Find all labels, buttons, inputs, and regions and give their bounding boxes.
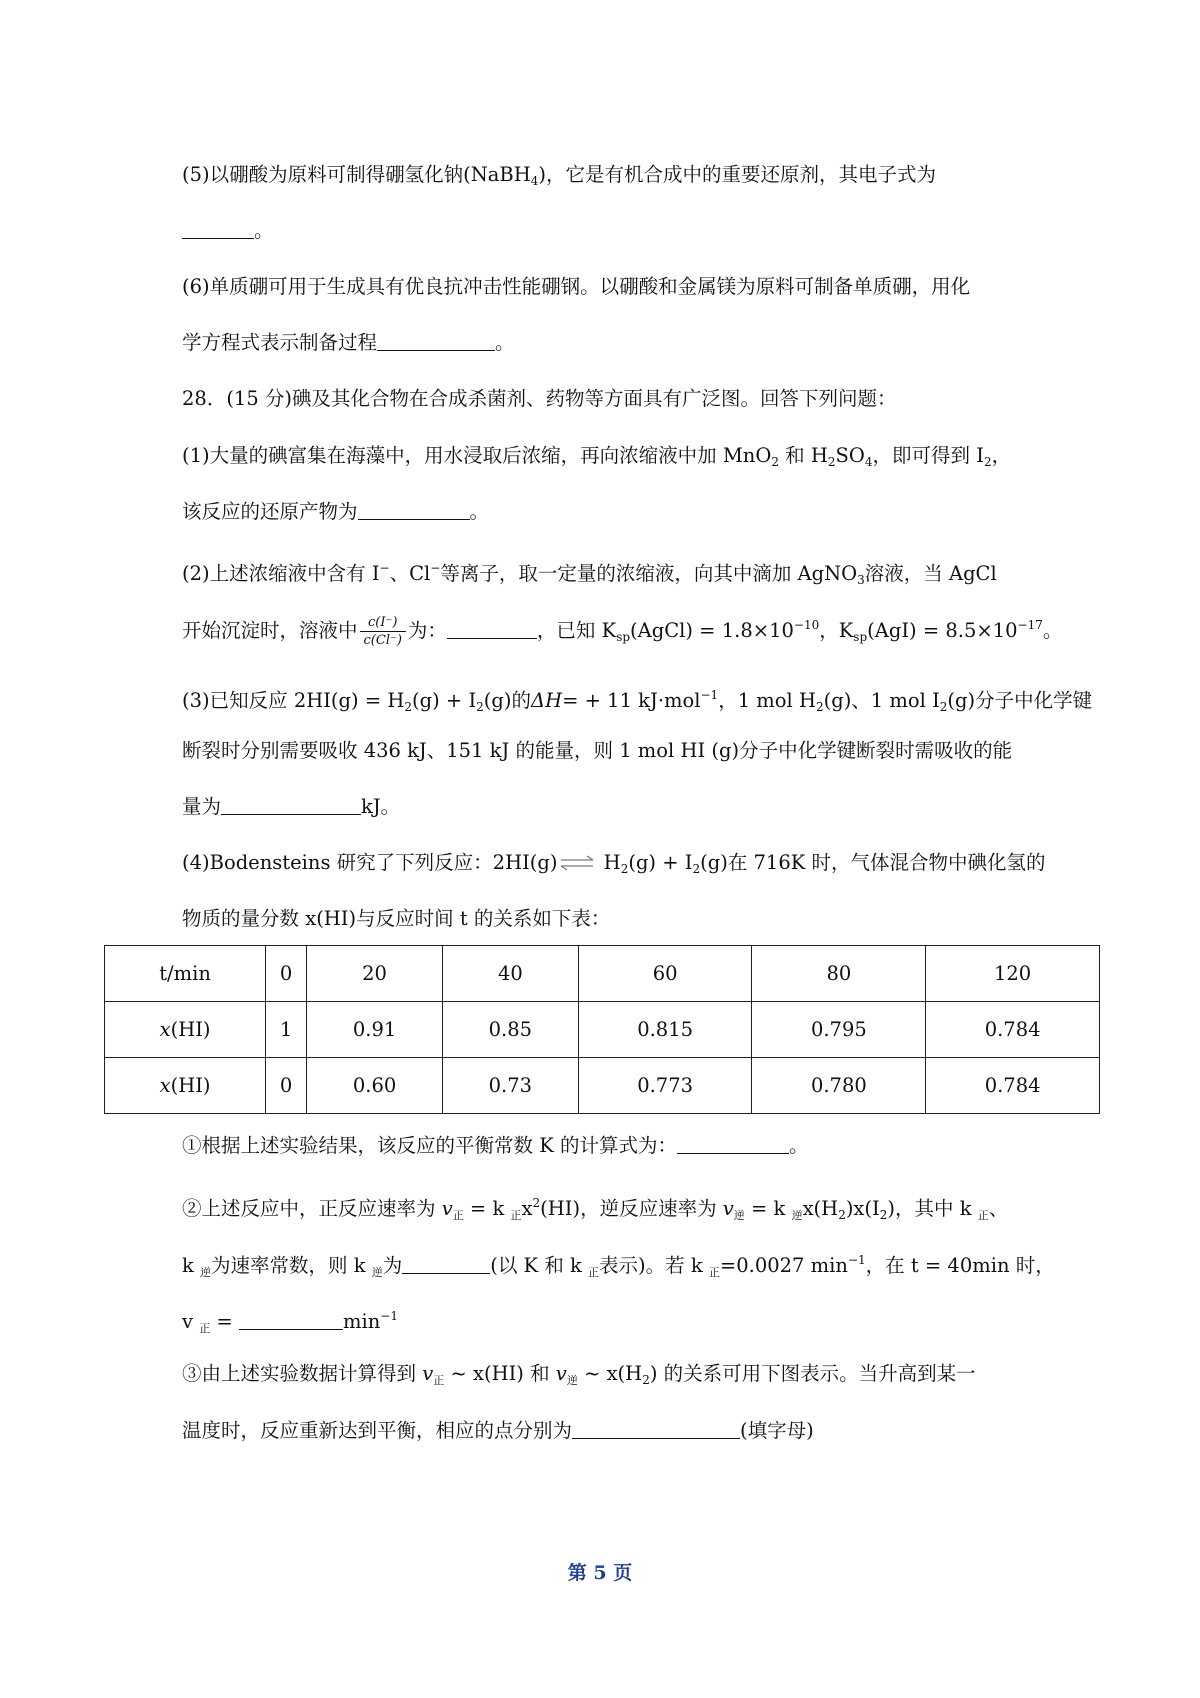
table-header-cell: 120: [926, 946, 1100, 1002]
q6-line2: 学方程式表示制备过程 。: [182, 331, 515, 354]
q28-p4-line2: 物质的量分数 x(HI)与反应时间 t 的关系如下表：: [182, 907, 611, 930]
table-header-row: [105, 946, 1100, 1002]
table-header-cell: 40: [442, 946, 578, 1002]
reversible-arrow-icon: [557, 855, 597, 871]
q28-s3-line2: 温度时，反应重新达到平衡，相应的点分别为 (填字母): [182, 1419, 814, 1442]
table-cell: 0.795: [752, 1002, 926, 1058]
table-header-cell: t/min: [105, 946, 266, 1002]
table-row: [105, 1002, 1100, 1058]
answer-blank-s2b[interactable]: [239, 1309, 343, 1330]
table-cell: 1: [266, 1002, 307, 1058]
answer-blank-q6[interactable]: [377, 330, 495, 351]
table-header-cell: 60: [578, 946, 752, 1002]
answer-blank-p3[interactable]: [221, 794, 361, 815]
q28-p1-line2: 该反应的还原产物为 。: [182, 500, 490, 523]
answer-blank-s2a[interactable]: [402, 1253, 490, 1274]
hi-fraction-table: [104, 945, 1100, 1114]
q28-header: 28．(15 分)碘及其化合物在合成杀菌剂、药物等方面具有广泛图。回答下列问题：: [182, 387, 897, 410]
q28-p3-line2: 断裂时分别需要吸收 436 kJ、151 kJ 的能量，则 1 mol HI (g)分子中化学键断裂时需吸收的能: [182, 739, 1013, 762]
answer-blank-p2[interactable]: [447, 618, 537, 639]
page-number: 第 5 页: [567, 1562, 633, 1584]
q6-line1: (6)单质硼可用于生成具有优良抗冲击性能硼钢。以硼酸和金属镁为原料可制备单质硼，用化: [182, 275, 971, 298]
table-cell: 0: [266, 1058, 307, 1114]
table-cell: 0.60: [307, 1058, 443, 1114]
table-cell: 0.815: [578, 1002, 752, 1058]
table-cell: 0.73: [442, 1058, 578, 1114]
q28-s2-line2: k $_逆$为速率常数，则 k $_逆$为 (以 K 和 k $_正$表示)。若 k $_正$=0.0027 $\min^{-1}$，在 t = 40min 时，: [182, 1253, 1055, 1279]
table-row-label: x(HI): [105, 1058, 266, 1114]
table-cell: 0.780: [752, 1058, 926, 1114]
q28-p1-line1: (1)大量的碘富集在海藻中，用水浸取后浓缩，再向浓缩液中加 MnO$_2$ 和 $H_2SO_4$，即可得到 $I_2$，: [182, 444, 1012, 469]
table-header-cell: 80: [752, 946, 926, 1002]
q28-p2-line1: (2)上述浓缩液中含有 I−、Cl−等离子，取一定量的浓缩液，向其中滴加 AgNO$_3$溶液，当 AgCl: [182, 561, 997, 587]
q28-s1: ①根据上述实验结果，该反应的平衡常数 K 的计算式为： 。: [182, 1134, 809, 1157]
table-header-cell: 0: [266, 946, 307, 1002]
table-row-label: x(HI): [105, 1002, 266, 1058]
concentration-ratio-fraction: $\frac{c(I^-)}{c(Cl^-)}$: [360, 614, 406, 649]
table-cell: 0.773: [578, 1058, 752, 1114]
q28-p3-line1: (3)已知反应 $2HI(g) = H_2(g) + I_2(g)$的ΔH= + 11 kJ·mol$^{-1}$，1 mol $H_2(g)$、1 mol $I_2(g)$分子中化学键: [182, 688, 1093, 714]
answer-blank-q5[interactable]: [182, 218, 254, 239]
table-cell: 0.85: [442, 1002, 578, 1058]
answer-blank-p1[interactable]: [358, 499, 470, 520]
table-cell: 0.784: [926, 1058, 1100, 1114]
q28-s2-line1: ②上述反应中，正反应速率为 $v_正 = k$ $_正x^2(HI)$，逆反应速率为 $v_逆 = k$ $_逆x(H_2)x(I_2)$，其中 k $_正$、: [182, 1196, 1009, 1222]
answer-blank-s3[interactable]: [572, 1418, 740, 1439]
table-cell: 0.784: [926, 1002, 1100, 1058]
table-row: [105, 1058, 1100, 1114]
q28-p3-line3: 量为 kJ。: [182, 795, 401, 818]
q28-s3-line1: ③由上述实验数据计算得到 $v_正$ ~ x(HI) 和 $v_逆$ ~ $x(H_2)$ 的关系可用下图表示。当升高到某一: [182, 1362, 976, 1387]
answer-blank-s1[interactable]: [677, 1133, 789, 1154]
q28-s2-line3: v $_正 = \min^{-1}$: [182, 1309, 398, 1335]
table-header-cell: 20: [307, 946, 443, 1002]
q28-p2-line2: 开始沉淀时，溶液中 $\frac{c(I^-)}{c(Cl^-)}$ 为： ，已知 $K_{sp}(AgCl) = 1.8\times 10^{-10}$，$K_{sp}(AgI) = 8.5\times 10^{-17}$。: [182, 615, 1063, 648]
q5-line2: 。: [182, 216, 274, 246]
q28-p4-line1: (4)Bodensteins 研究了下列反应：2HI(g) $H_2(g) + I_2(g)$在 716K 时，气体混合物中碘化氢的: [182, 851, 1046, 876]
q5-line1: (5)以硼酸为原料可制得硼氢化钠(NaBH$_4$)，它是有机合成中的重要还原剂，其电子式为: [182, 163, 937, 188]
table-cell: 0.91: [307, 1002, 443, 1058]
